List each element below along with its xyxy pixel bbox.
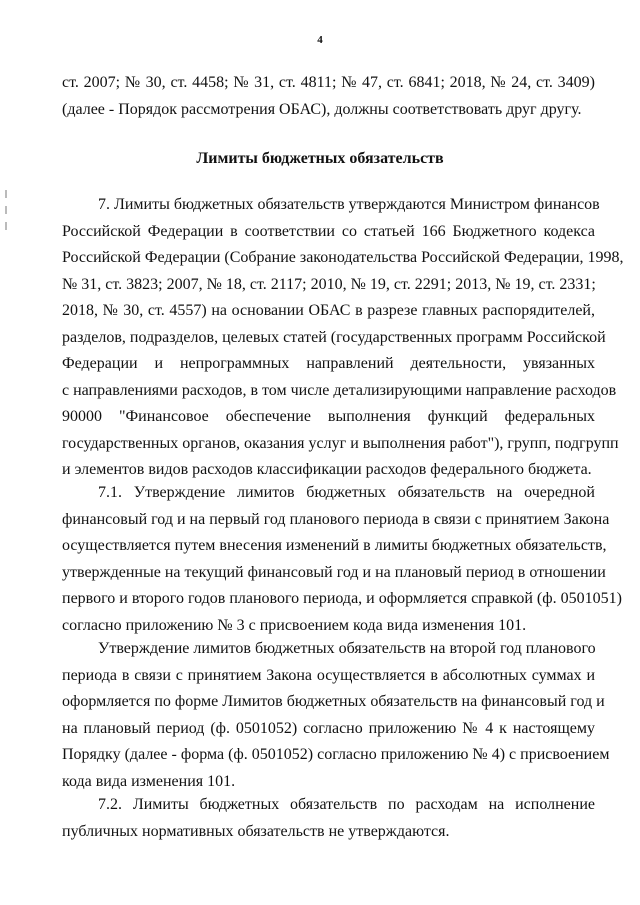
- text-line: Утверждение лимитов бюджетных обязательств на второй год планового: [98, 640, 596, 657]
- text-line: 90000 "Финансовое обеспечение выполнения функций федеральных: [62, 408, 595, 425]
- text-line: первого и второго годов планового периода, и оформляется справкой (ф. 0501051): [62, 590, 622, 607]
- text-line: Российской Федерации в соответствии со статьей 166 Бюджетного кодекса: [62, 222, 595, 240]
- text-line: 7. Лимиты бюджетных обязательств утверждаются Министром финансов: [98, 196, 600, 213]
- text-line: 2018, № 30, ст. 4557) на основании ОБАС в разрезе главных распорядителей,: [62, 302, 595, 319]
- text-line: Порядку (далее - форма (ф. 0501052) согласно приложению № 4) с присвоением: [62, 746, 610, 763]
- intro-paragraph: [62, 70, 595, 123]
- text-line: оформляется по форме Лимитов бюджетных обязательств на финансовый год и: [62, 693, 605, 710]
- section-heading: Лимиты бюджетных обязательств: [196, 150, 444, 167]
- paragraph-7: [62, 192, 624, 484]
- text-line: периода в связи с принятием Закона осуществляется в абсолютных суммах и: [62, 666, 595, 684]
- text-line: 7.2. Лимиты бюджетных обязательств по расходам на исполнение: [98, 796, 595, 813]
- paragraph-7-2: [62, 792, 595, 845]
- text-line: и элементов видов расходов классификации расходов федерального бюджета.: [62, 461, 592, 478]
- text-line: Российской Федерации (Собрание законодательства Российской Федерации, 1998,: [62, 249, 624, 266]
- text-line: кода вида изменения 101.: [62, 772, 236, 790]
- text-line: осуществляется путем внесения изменений в лимиты бюджетных обязательств,: [62, 537, 607, 554]
- text-line: государственных органов, оказания услуг и выполнения работ"), групп, подгрупп: [62, 434, 619, 452]
- text-line: утвержденные на текущий финансовый год и на плановый период в отношении: [62, 563, 606, 581]
- text-line: 7.1. Утверждение лимитов бюджетных обязательств на очередной: [98, 484, 595, 501]
- text-line: ст. 2007; № 30, ст. 4458; № 31, ст. 4811; № 47, ст. 6841; 2018, № 24, ст. 3409): [62, 74, 595, 91]
- text-line: № 31, ст. 3823; 2007, № 18, ст. 2117; 2010, № 19, ст. 2291; 2013, № 19, ст. 2331;: [62, 275, 596, 293]
- text-line: (далее - Порядок рассмотрения ОБАС), должны соответствовать друг другу.: [62, 100, 582, 118]
- text-line: публичных нормативных обязательств не утверждаются.: [62, 822, 450, 840]
- text-line: финансовый год и на первый год планового периода в связи с принятием Закона: [62, 510, 610, 528]
- paragraph-7-1: [62, 480, 622, 639]
- text-line: Федерации и непрограммных направлений деятельности, увязанных: [62, 355, 595, 372]
- scan-margin-marks: [5, 190, 7, 250]
- page-number: 4: [317, 34, 323, 46]
- text-line: с направлениями расходов, в том числе детализирующими направление расходов: [62, 381, 617, 399]
- paragraph-7-1-continued: [62, 636, 610, 795]
- text-line: разделов, подразделов, целевых статей (государственных программ Российской: [62, 328, 606, 346]
- text-line: на плановый период (ф. 0501052) согласно приложению № 4 к настоящему: [62, 719, 595, 737]
- text-line: согласно приложению № 3 с присвоением кода вида изменения 101.: [62, 616, 527, 634]
